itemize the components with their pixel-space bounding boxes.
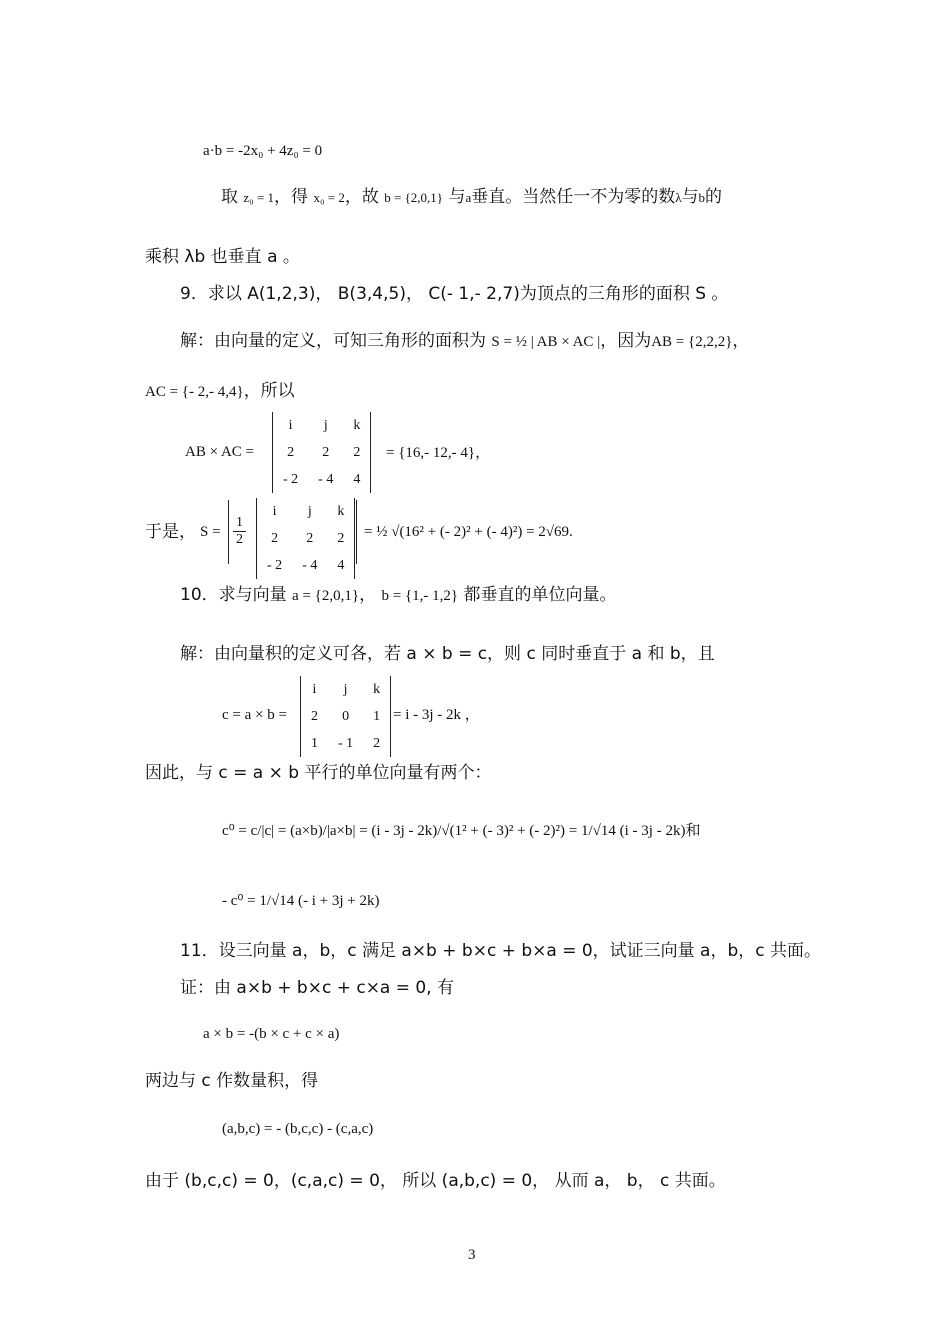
determinant-cell: 2: [353, 444, 361, 460]
determinant-row: [273, 412, 370, 439]
math: a: [465, 190, 472, 205]
text: ，: [732, 331, 750, 351]
determinant-cell: 2: [271, 530, 279, 546]
math: AB = {2,2,2}: [651, 334, 733, 350]
determinant-row: [301, 703, 390, 730]
determinant-cell: - 4: [302, 557, 318, 573]
determinant-row: [273, 439, 370, 466]
proof-11-line2: a × b = -(b × c + c × a): [203, 1026, 340, 1042]
math: b = {2,0,1}: [384, 190, 444, 205]
math: = {16,- 12,- 4}: [386, 445, 476, 461]
unit-vector-c0: c⁰ = c/|c| = (a×b)/|a×b| = (i - 3j - 2k)/√(1² + (- 3)² + (- 2)²) = 1/√14 (i - 3j - 2k)和: [222, 823, 701, 839]
math-s-equals: S =: [200, 524, 221, 540]
determinant-cell: k: [373, 681, 381, 697]
abs-bar-right: [356, 500, 357, 564]
proof-11-line4: (a,b,c) = - (b,c,c) - (c,a,c): [222, 1121, 374, 1137]
text: ，因为: [600, 331, 652, 351]
c-equals-lhs: c = a × b =: [222, 707, 287, 723]
equation-a-dot-b: a·b = -2x₀ + 4z₀ = 0: [203, 143, 323, 159]
text: 与: [681, 187, 699, 207]
determinant-row: [257, 525, 354, 552]
text: ，所以: [243, 381, 295, 401]
label-therefore: 于是，: [145, 522, 196, 542]
question-10: [180, 584, 617, 607]
text: ，得: [274, 187, 309, 207]
determinant-cell: i: [312, 681, 317, 697]
area-result: = ½ √(16² + (- 2)² + (- 4)²) = 2√69.: [364, 524, 573, 540]
abs-bar-left: [228, 500, 229, 564]
determinant-row: [257, 498, 354, 525]
determinant-cell: 0: [342, 708, 350, 724]
math: b = {1,- 1,2}: [381, 588, 459, 604]
text: 取: [221, 187, 238, 207]
determinant-2: [256, 498, 355, 579]
text: 10．求与向量: [180, 585, 287, 605]
solution-9-line2: [145, 380, 295, 403]
cross-product-rhs: [386, 441, 490, 464]
determinant-cell: 2: [337, 530, 345, 546]
determinant-row: [273, 466, 370, 493]
determinant-cell: 4: [353, 471, 361, 487]
page-number: 3: [468, 1247, 476, 1263]
text: 解：由向量的定义，可知三角形的面积为: [180, 331, 486, 351]
cross-product-lhs: AB × AC =: [185, 444, 255, 460]
proof-11-line1: 证：由 a×b + b×c + c×a = 0, 有: [180, 978, 455, 998]
text-line-choose-z0: [221, 186, 722, 209]
unit-vector-minus-c0: - c⁰ = 1/√14 (- i + 3j + 2k): [222, 893, 380, 909]
determinant-cell: 2: [311, 708, 318, 724]
determinant-cell: j: [323, 417, 328, 433]
solution-10-line3: 因此，与 c = a × b 平行的单位向量有两个：: [145, 763, 492, 783]
text: 垂直。当然任一不为零的数: [471, 187, 676, 207]
determinant-cell: - 1: [338, 735, 354, 751]
question-11: 11．设三向量 a，b，c 满足 a×b + b×c + b×a = 0，试证三向量 a，b，c 共面。: [180, 941, 822, 961]
text: ，: [475, 443, 491, 461]
c-equals-rhs: = i - 3j - 2k ，: [393, 707, 480, 723]
math: a = {2,0,1}: [292, 588, 360, 604]
math: AC = {- 2,- 4,4}: [145, 384, 244, 400]
determinant-row: [257, 552, 354, 579]
determinant-cell: 4: [337, 557, 345, 573]
math: λ: [675, 190, 682, 205]
determinant-3: [300, 676, 391, 757]
determinant-cell: - 4: [318, 471, 334, 487]
text: 都垂直的单位向量。: [463, 585, 617, 605]
solution-10-line1: 解：由向量积的定义可各，若 a × b = c，则 c 同时垂直于 a 和 b，且: [180, 644, 715, 664]
text: 的: [705, 187, 723, 207]
determinant-cell: 2: [287, 444, 295, 460]
proof-11-line3: 两边与 c 作数量积，得: [145, 1071, 319, 1091]
determinant-1: [272, 412, 371, 493]
determinant-row: [301, 676, 390, 703]
determinant-cell: k: [337, 503, 345, 519]
determinant-cell: i: [288, 417, 293, 433]
determinant-cell: j: [343, 681, 348, 697]
determinant-cell: - 2: [283, 471, 299, 487]
text: ，: [359, 585, 377, 605]
determinant-cell: j: [307, 503, 312, 519]
determinant-cell: 2: [322, 444, 330, 460]
determinant-row: [301, 730, 390, 757]
determinant-cell: 1: [373, 708, 381, 724]
math: b: [698, 190, 706, 205]
math: S = ½ | AB × AC |: [491, 334, 601, 350]
question-9: 9．求以 A(1,2,3)， B(3,4,5)， C(- 1,- 2,7)为顶点的三角形的面积 S 。: [180, 284, 729, 304]
fraction-half: [233, 515, 246, 548]
determinant-cell: 1: [311, 735, 318, 751]
proof-11-line5: 由于 (b,c,c) = 0，(c,a,c) = 0， 所以 (a,b,c) = 0， 从而 a， b， c 共面。: [145, 1171, 726, 1191]
determinant-cell: 2: [373, 735, 381, 751]
math: z₀ = 1: [243, 190, 275, 205]
text: 与: [448, 187, 466, 207]
determinant-cell: 2: [306, 530, 314, 546]
determinant-cell: - 2: [267, 557, 283, 573]
determinant-cell: i: [272, 503, 277, 519]
determinant-cell: k: [353, 417, 361, 433]
text-line-product: 乘积 λb 也垂直 a 。: [145, 247, 300, 267]
denominator: 2: [236, 532, 243, 547]
numerator: 1: [233, 515, 246, 532]
text: ，故: [344, 187, 379, 207]
solution-9-line1: [180, 330, 749, 353]
math: x₀ = 2: [313, 190, 345, 205]
